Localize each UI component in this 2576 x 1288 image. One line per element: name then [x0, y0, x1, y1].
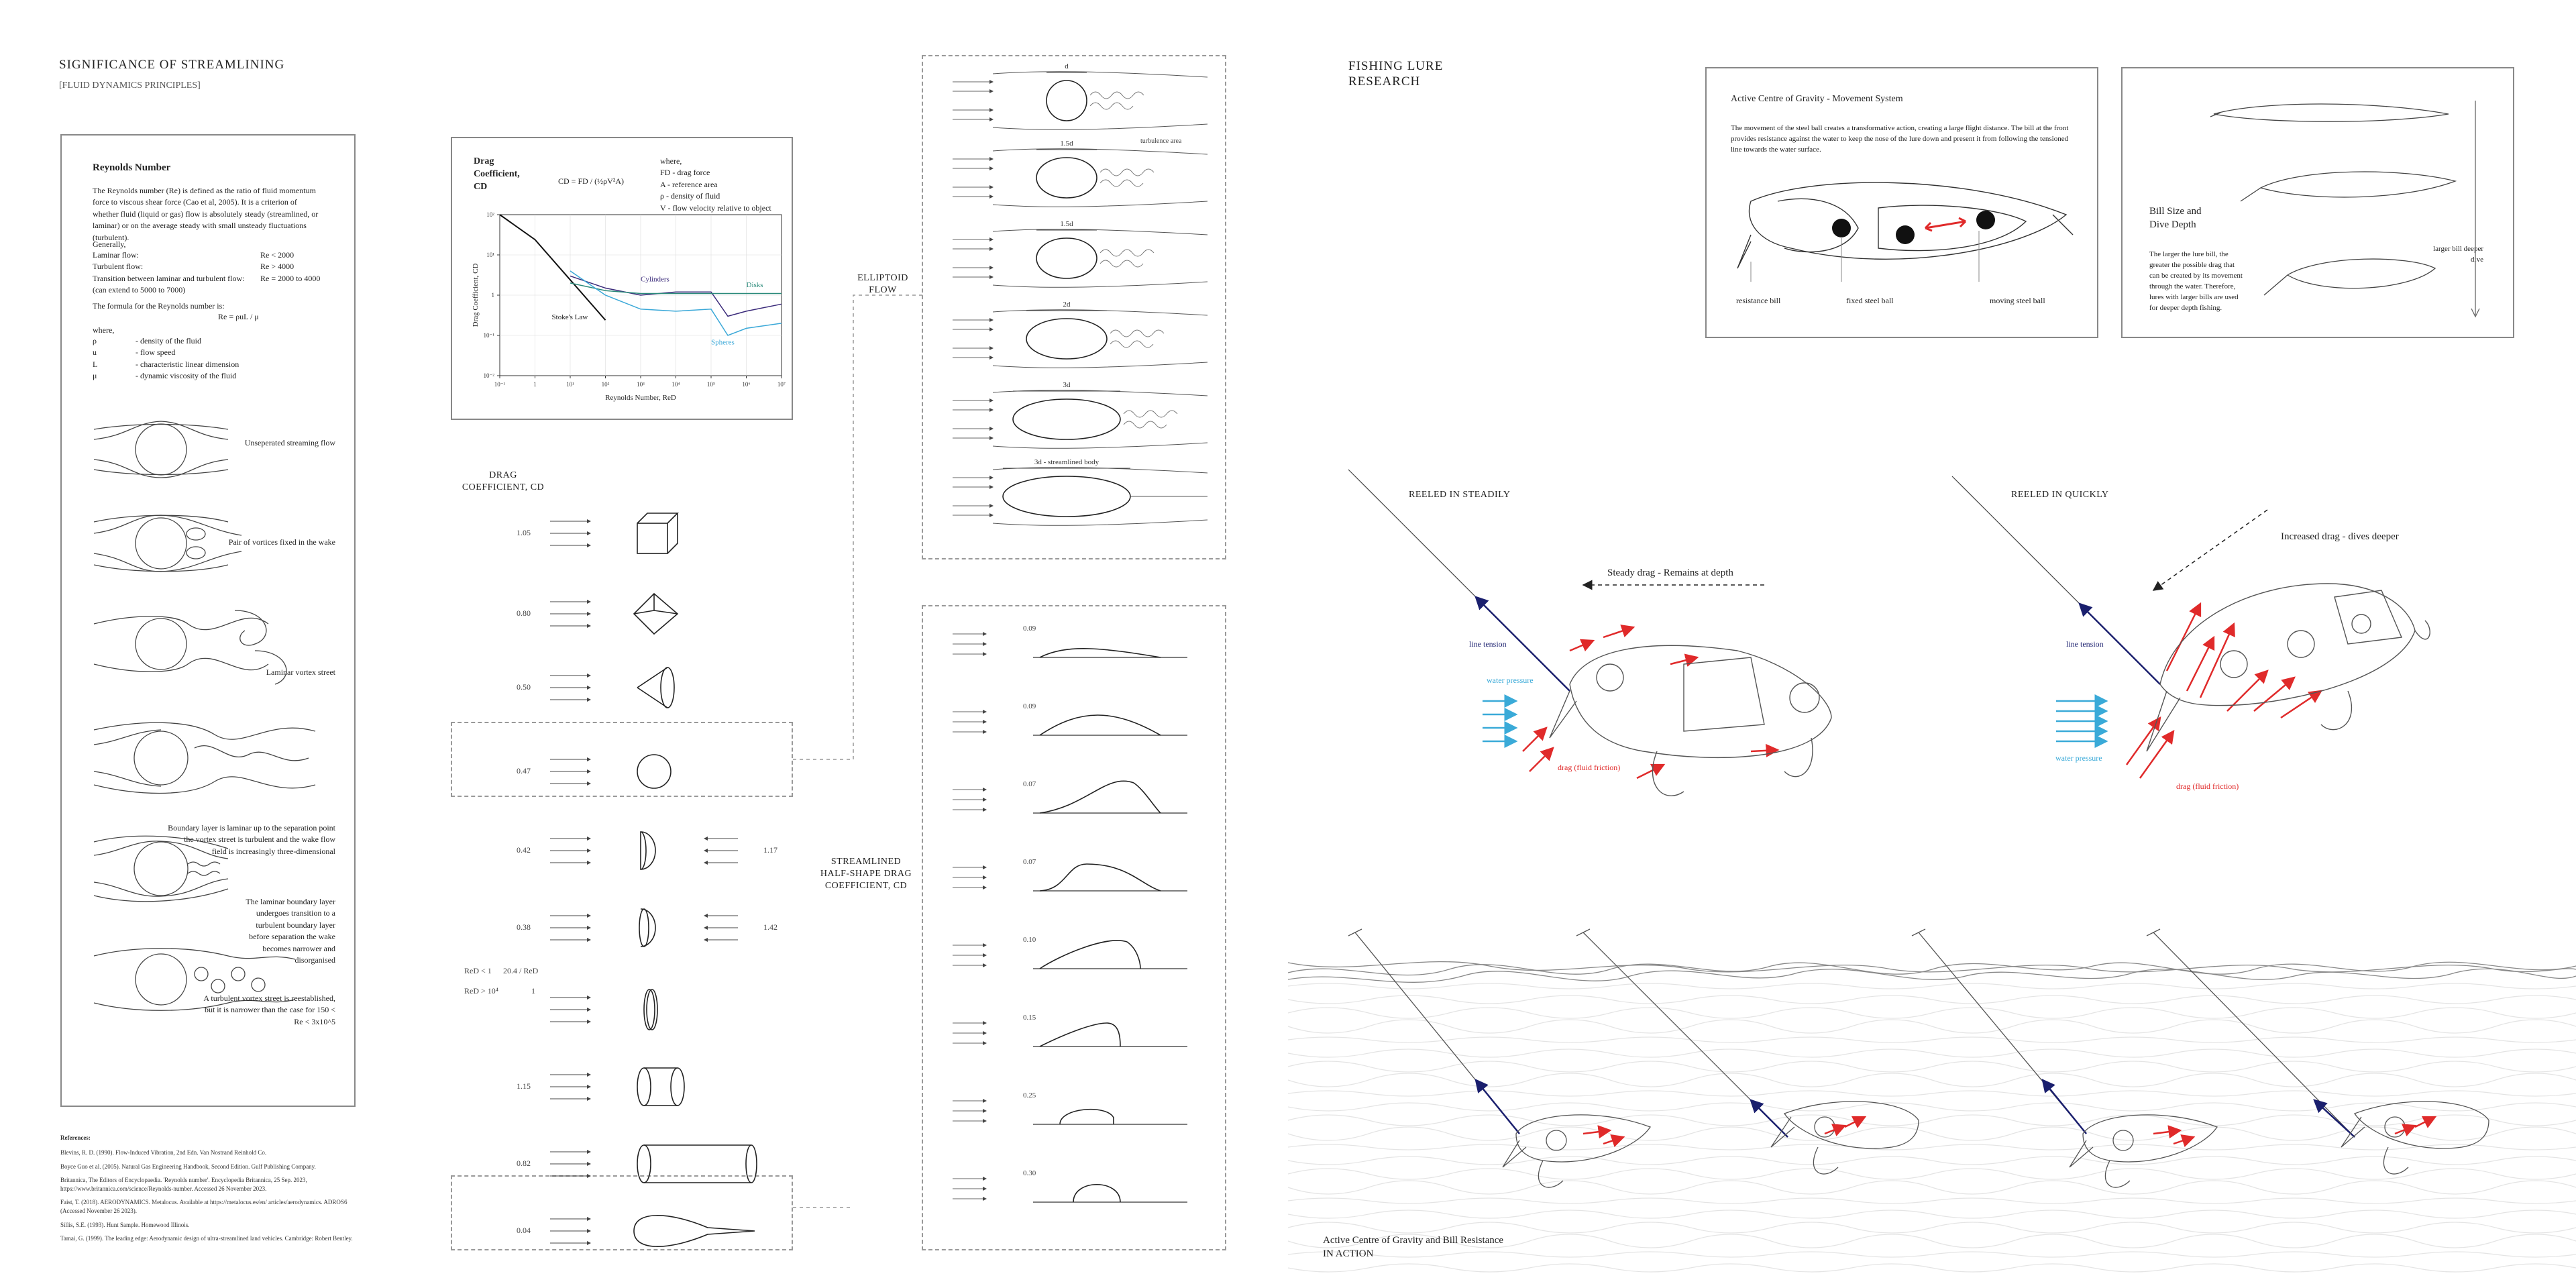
drag-formula: CD = FD / (½ρV²A) — [558, 176, 625, 186]
reynolds-row: Transition between laminar and turbulent flow: Re = 2000 to 4000 — [93, 273, 321, 283]
streamline — [993, 201, 1208, 207]
ellipsoid-diagram — [953, 140, 1208, 207]
cube-shape — [637, 513, 678, 553]
dimension-label: 3d — [1063, 381, 1071, 389]
dimension-label: 3d - streamlined body — [1034, 458, 1099, 466]
reference-item: Faist, T. (2018). AERODYNAMICS. Metalocus. Available at https://metalocus.es/en/ articles/aerodynamics. ADROS6 (Accessed November 26 2023). — [60, 1199, 347, 1214]
turbulence — [1100, 260, 1143, 267]
y-tick-label: 10⁻¹ — [483, 332, 494, 339]
flow-caption: Pair of vortices fixed in the wake — [228, 537, 335, 547]
cylinder-flow-diagrams — [94, 416, 335, 1087]
turbulence — [1100, 180, 1143, 186]
steady-lure-diagram — [1348, 470, 1818, 818]
halfshape-body — [1040, 864, 1161, 891]
halfshape-diagram — [953, 1091, 1187, 1124]
where-label: where, — [93, 325, 115, 335]
y-tick-label: 10¹ — [486, 252, 494, 258]
drag-shapes-heading: DRAG COEFFICIENT, CD — [462, 470, 545, 493]
research-title: FISHING LURE RESEARCH — [1348, 59, 1444, 89]
disk-shape — [644, 989, 657, 1030]
streamline — [993, 149, 1208, 154]
fixed-steel-ball — [1832, 219, 1851, 237]
halfshape-body — [1040, 715, 1161, 735]
series-label: Spheres — [711, 338, 735, 347]
lure-small-bill — [2210, 104, 2449, 121]
symbol-list — [93, 335, 294, 382]
bill-arrow-label: larger bill deeper dive — [2433, 245, 2483, 264]
ellipsoid-body — [1003, 476, 1130, 517]
flow-diagram — [94, 421, 228, 478]
x-tick-label: 10⁵ — [706, 381, 716, 388]
halfshape-cd: 0.09 — [1023, 625, 1036, 633]
quick-line-tension: line tension — [2066, 639, 2104, 649]
turbulence-note: turbulence area — [1140, 138, 1182, 145]
quick-lure-diagram — [1945, 470, 2482, 818]
series-label: Cylinders — [641, 275, 669, 284]
turbulence — [1090, 92, 1144, 99]
formula: Re = ρuL / μ — [218, 312, 259, 321]
angled-cube-shape — [634, 594, 678, 634]
contour-line — [1288, 1169, 2576, 1179]
reynolds-row: (can extend to 5000 to 7000) — [93, 285, 186, 295]
halfshape-diagram — [953, 780, 1187, 813]
cd-back-value: 1.17 — [763, 845, 777, 855]
contour-line — [1288, 1073, 2576, 1087]
quick-water-pressure: water pressure — [2055, 753, 2102, 763]
steady-water-pressure: water pressure — [1487, 676, 1534, 685]
halfshape-body — [1073, 1185, 1120, 1202]
halfshape-cd: 0.30 — [1023, 1169, 1036, 1177]
cog-label-fixed-ball: fixed steel ball — [1846, 296, 1894, 305]
x-tick-label: 10¹ — [566, 381, 574, 388]
steady-caption: Steady drag - Remains at depth — [1607, 568, 1733, 578]
turbulence — [1090, 103, 1133, 109]
drag-coefficient-chart — [470, 201, 792, 416]
dimension-label: 2d — [1063, 301, 1071, 309]
ellipsoid-body — [1036, 158, 1097, 198]
bill-lures-diagram — [2207, 94, 2496, 322]
bill-text: The larger the lure bill, the greater the possible drag that can be created by its movement through the water. Therefore, lures with larger bills are used for deeper depth fishing. — [2149, 250, 2243, 312]
cd-value: 1.15 — [517, 1081, 531, 1091]
action-lure — [1771, 1102, 1919, 1174]
dimension-label: d — [1065, 62, 1069, 70]
steady-drag: drag (fluid friction) — [1558, 763, 1621, 772]
contour-line — [1288, 1091, 2576, 1096]
streamline — [993, 520, 1208, 525]
halfshape-heading: STREAMLINED HALF-SHAPE DRAG COEFFICIENT, CD — [820, 857, 912, 892]
sphere-shape — [637, 755, 671, 788]
x-tick-label: 10³ — [637, 381, 645, 388]
contour-line — [1288, 1264, 2576, 1272]
halfshape-diagram — [953, 936, 1187, 969]
ellipsoid-diagram — [953, 458, 1208, 525]
contour-line — [1288, 1181, 2576, 1194]
x-tick-label: 10⁴ — [672, 381, 680, 388]
dimension-label: 1.5d — [1060, 140, 1073, 148]
cd-value: 0.38 — [517, 922, 531, 932]
cd-value: 0.80 — [517, 608, 531, 618]
ellipsoid-heading: ELLIPTOID FLOW — [857, 273, 908, 296]
re-right-1: 20.4 / ReD — [503, 966, 539, 975]
ellipsoid-body — [1013, 399, 1120, 439]
moving-steel-ball-end — [1976, 211, 1995, 229]
ellipsoid-diagram — [953, 301, 1208, 368]
x-tick-label: 1 — [533, 381, 537, 388]
reynolds-rows — [93, 250, 334, 297]
bill-title: Bill Size and Dive Depth — [2149, 206, 2202, 230]
streamlined-body-shape — [634, 1216, 755, 1246]
halfshape-diagram — [953, 702, 1187, 735]
ellipsoid-body — [1026, 319, 1107, 359]
reynolds-heading: Reynolds Number — [93, 162, 171, 173]
halfshape-cd: 0.07 — [1023, 780, 1036, 788]
action-lure — [2341, 1102, 2489, 1174]
page-subtitle: [FLUID DYNAMICS PRINCIPLES] — [59, 80, 201, 91]
contour-line — [1288, 1008, 2576, 1018]
cd-value: 0.82 — [517, 1159, 531, 1168]
reference-item: Blevins, R. D. (1990). Flow-Induced Vibration, 2nd Edn. Van Nostrand Reinhold Co. — [60, 1149, 267, 1156]
halfshape-diagram — [953, 858, 1187, 891]
contour-line — [1288, 1020, 2576, 1033]
contour-line — [1288, 1037, 2576, 1042]
contour-line — [1288, 1198, 2576, 1203]
turbulence — [1110, 330, 1164, 337]
reynolds-generally: Generally, — [93, 239, 126, 249]
x-tick-label: 10⁶ — [742, 381, 751, 388]
halfshape-diagram — [953, 625, 1187, 657]
contour-line — [1288, 1210, 2576, 1218]
reference-item: Sillis, S.E. (1993). Hunt Sample. Homewood Illinois. — [60, 1221, 190, 1228]
flow-caption: The laminar boundary layer undergoes transition to a turbulent boundary layer before separation the wake becomes narrower and disorganised — [246, 897, 335, 965]
ellipsoid-diagrams — [953, 60, 1221, 557]
drag-where: where, FD - drag force A - reference area ρ - density of fluid V - flow velocity relative to object — [660, 156, 771, 213]
contour-line — [1288, 1049, 2576, 1057]
quick-drag: drag (fluid friction) — [2176, 782, 2239, 791]
flow-caption: A turbulent vortex street is reestablished, but it is narrower than the case for 150 < Re < 3x10^5 — [203, 994, 335, 1026]
contour-line — [1288, 1061, 2576, 1072]
contour-line — [1288, 1222, 2576, 1233]
moving-steel-ball — [1896, 225, 1915, 244]
cog-label-moving-ball: moving steel ball — [1990, 296, 2045, 305]
cd-back-value: 1.42 — [763, 922, 777, 932]
reynolds-row: Turbulent flow: Re > 4000 — [93, 262, 294, 272]
symbol-row: L - characteristic linear dimension — [93, 359, 239, 369]
flow-caption: Boundary layer is laminar up to the separation point the vortex street is turbulent and the wake flow field is increasingly three-dimensional — [168, 823, 335, 856]
steady-title: REELED IN STEADILY — [1409, 490, 1511, 500]
ellipsoid-diagram — [953, 220, 1208, 287]
turbulence — [1124, 411, 1177, 417]
lure-large-bill — [2264, 259, 2435, 295]
y-axis-label: Drag Coefficient, CD — [472, 263, 480, 327]
cog-lure-diagram — [1731, 174, 2080, 295]
reference-item: Boyce Guo et al. (2005). Natural Gas Engineering Handbook, Second Edition. Gulf Publishing Company. — [60, 1163, 316, 1170]
halfshape-diagrams — [953, 617, 1221, 1248]
re-right-2: 1 — [531, 986, 535, 996]
re-left-2: ReD > 10⁴ — [464, 986, 498, 996]
reference-item: Tamai, G. (1999). The leading edge: Aerodynamic design of ultra-streamlined land vehicles. Cambridge: Robert Bentley. — [60, 1235, 353, 1242]
movement-arrow — [1925, 221, 1966, 228]
connector-lines — [793, 295, 927, 765]
quick-title: REELED IN QUICKLY — [2011, 490, 2109, 500]
turbulence — [1110, 341, 1153, 347]
long-cylinder-shape — [637, 1145, 757, 1183]
y-tick-label: 1 — [491, 292, 494, 299]
action-title: Active Centre of Gravity and Bill Resistance IN ACTION — [1323, 1235, 1504, 1259]
halfshape-diagram — [953, 1169, 1187, 1202]
dimension-label: 1.5d — [1060, 220, 1073, 228]
lure-medium-bill — [2241, 172, 2455, 201]
streamline — [993, 443, 1208, 448]
series-label: Stoke's Law — [551, 313, 588, 322]
ellipsoid-body — [1046, 80, 1087, 121]
drag-shapes-diagram — [550, 496, 778, 1248]
halfshape-diagram — [953, 1014, 1187, 1046]
references-heading: References: — [60, 1134, 91, 1141]
cog-text: The movement of the steel ball creates a transformative action, creating a large flight distance. The bill at the front provides resistance against the water to keep the nose of the lure down and present it from following the tensioned line towards the water surface. — [1731, 124, 2069, 154]
flow-diagram — [94, 722, 315, 793]
streamline — [993, 124, 1208, 129]
cd-value: 1.05 — [517, 528, 531, 537]
series-line-stoke-s-law — [500, 215, 606, 320]
contour-line — [1288, 996, 2576, 1004]
cog-label-resistance-bill: resistance bill — [1736, 296, 1781, 305]
page-title: SIGNIFICANCE OF STREAMLINING — [59, 58, 285, 72]
streamline — [993, 282, 1208, 287]
streamline — [993, 362, 1208, 368]
reference-item: Britannica, The Editors of Encyclopaedia. 'Reynolds number'. Encyclopedia Britannica, 25 Sep. 2023, https://www.britannica.com/science/Reynolds-number. Accessed 26 November 2023. — [60, 1177, 307, 1192]
y-tick-label: 10⁻² — [483, 372, 494, 379]
reynolds-intro: The Reynolds number (Re) is defined as the ratio of fluid momentum force to viscous shear force (Cao et al, 2005). It is a criterion of whether fluid (liquid or gas) flow is absolutely steady (streamlined, or laminar) or on the average steady with small unsteady fluctuations (turbulent). — [93, 186, 319, 242]
reynolds-row: Laminar flow: Re < 2000 — [93, 250, 294, 260]
flow-caption: Laminar vortex street — [266, 667, 335, 677]
cd-value: 0.47 — [517, 766, 531, 775]
flow-diagram — [94, 515, 241, 572]
contour-line — [1288, 1103, 2576, 1111]
streamline — [993, 72, 1208, 77]
drag-heading: Drag Coefficient, CD — [474, 156, 520, 192]
symbol-row: u - flow speed — [93, 347, 176, 358]
symbol-row: μ - dynamic viscosity of the fluid — [93, 371, 237, 381]
ellipsoid-diagram — [953, 62, 1208, 129]
contour-line — [1288, 1157, 2576, 1165]
cone-shape — [637, 667, 674, 708]
series-label: Disks — [746, 280, 763, 289]
y-tick-label: 10² — [486, 211, 494, 218]
halfshape-body — [1040, 781, 1161, 813]
quick-caption: Increased drag - dives deeper — [2281, 531, 2399, 542]
cd-value: 0.04 — [517, 1226, 531, 1235]
short-cylinder-shape — [637, 1068, 684, 1106]
halfshape-body — [1040, 941, 1140, 969]
x-tick-label: 10² — [601, 381, 610, 388]
cd-value: 0.42 — [517, 845, 531, 855]
contour-line — [1288, 983, 2576, 989]
turbulence — [1100, 250, 1154, 256]
concave-hemisphere-shape — [639, 909, 655, 947]
streamline — [993, 229, 1208, 235]
cog-title: Active Centre of Gravity - Movement System — [1731, 94, 1903, 104]
turbulence — [1100, 169, 1154, 176]
re-left-1: ReD < 1 — [464, 966, 492, 975]
x-tick-label: 10⁻¹ — [494, 381, 506, 388]
flow-caption: Unseperated streaming flow — [244, 438, 335, 447]
in-action-diagram — [1288, 912, 2576, 1288]
x-axis-label: Reynolds Number, ReD — [605, 394, 676, 402]
halfshape-cd: 0.09 — [1023, 702, 1036, 710]
ellipsoid-body — [1036, 238, 1097, 278]
contour-line — [1288, 1127, 2576, 1140]
x-tick-label: 10⁷ — [777, 381, 786, 388]
halfshape-cd: 0.15 — [1023, 1014, 1036, 1022]
halfshape-body — [1040, 1023, 1120, 1046]
contour-line — [1288, 1115, 2576, 1126]
halfshape-cd: 0.07 — [1023, 858, 1036, 866]
halfshape-cd: 0.10 — [1023, 936, 1036, 944]
hemisphere-shape — [641, 832, 655, 869]
ellipsoid-diagram — [953, 381, 1208, 448]
steady-line-tension: line tension — [1469, 639, 1507, 649]
halfshape-cd: 0.25 — [1023, 1091, 1036, 1099]
halfshape-body — [1060, 1110, 1114, 1124]
turbulence — [1124, 421, 1167, 428]
contour-line — [1288, 1144, 2576, 1150]
references-list — [60, 1148, 356, 1248]
formula-intro: The formula for the Reynolds number is: — [93, 301, 225, 311]
cd-value: 0.50 — [517, 682, 531, 692]
symbol-row: ρ - density of the fluid — [93, 336, 201, 345]
halfshape-body — [1040, 649, 1161, 657]
action-lure — [2070, 1115, 2217, 1187]
